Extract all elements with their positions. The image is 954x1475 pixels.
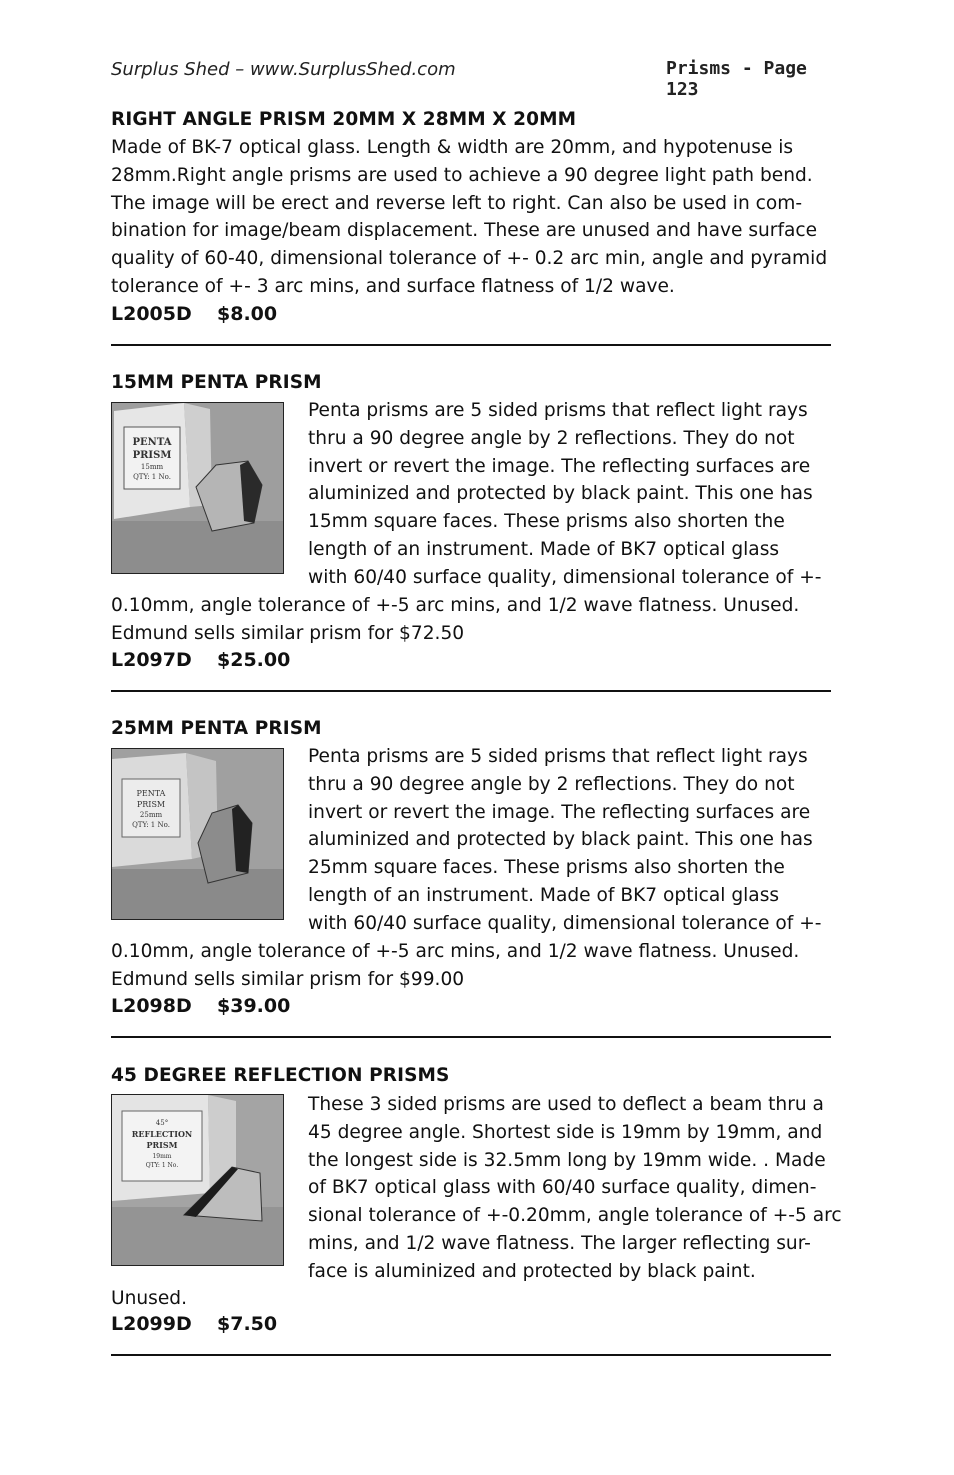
description-line: quality of 60-40, dimensional tolerance of +- 0.2 arc min, angle and pyramid — [111, 248, 828, 270]
section-divider — [111, 344, 831, 346]
box-label-text: QTY: 1 No. — [133, 473, 171, 481]
product-title: 45 DEGREE REFLECTION PRISMS — [111, 1065, 450, 1086]
section-divider — [111, 1354, 831, 1356]
description-line: with 60/40 surface quality, dimensional tolerance of +- — [308, 912, 822, 934]
box-label-text: PENTA — [132, 437, 172, 448]
description-line: Edmund sells similar prism for $99.00 — [111, 968, 465, 990]
product-code: L2099D — [111, 1313, 192, 1335]
description-line: Made of BK-7 optical glass. Length & width are 20mm, and hypotenuse is — [111, 137, 794, 158]
product-price: $39.00 — [217, 995, 291, 1017]
description-line: length of an instrument. Made of BK7 optical glass — [308, 538, 780, 560]
description-line: tolerance of +- 3 arc mins, and surface flatness of 1/2 wave. — [111, 275, 675, 297]
product-sku — [111, 1313, 277, 1335]
box-label-text: PRISM — [132, 450, 172, 461]
box-label-text: 19mm — [152, 1153, 172, 1160]
description-line: Penta prisms are 5 sided prisms that reflect light rays — [308, 746, 808, 767]
product-code: L2005D — [111, 303, 192, 325]
description-line: 15mm square faces. These prisms also shorten the — [308, 511, 785, 533]
page-header: Prisms - Page 123 — [666, 58, 807, 100]
section-divider — [111, 1036, 831, 1038]
product-price: $25.00 — [217, 649, 291, 671]
description-line: length of an instrument. Made of BK7 optical glass — [308, 884, 780, 906]
description-line: thru a 90 degree angle by 2 reflections. They do not — [308, 773, 795, 795]
description-line: aluminized and protected by black paint. This one has — [308, 829, 813, 851]
description-line: mins, and 1/2 wave flatness. The larger reflecting sur- — [308, 1232, 811, 1254]
product-title: 25MM PENTA PRISM — [111, 718, 322, 739]
product-sku — [111, 303, 277, 325]
description-line: face is aluminized and protected by black paint. — [308, 1260, 756, 1282]
description-line: bination for image/beam displacement. These are unused and have surface — [111, 220, 818, 242]
product-description — [111, 1285, 851, 1313]
product-description — [111, 938, 851, 994]
description-line: Penta prisms are 5 sided prisms that reflect light rays — [308, 400, 808, 421]
product-description — [111, 592, 851, 648]
product-photo — [111, 748, 284, 920]
box-label-text: PRISM — [136, 800, 166, 809]
box-label-text: REFLECTION — [131, 1129, 193, 1139]
description-line: thru a 90 degree angle by 2 reflections. They do not — [308, 427, 795, 449]
description-line: 45 degree angle. Shortest side is 19mm by 19mm, and — [308, 1121, 823, 1143]
product-title: RIGHT ANGLE PRISM 20MM X 28MM X 20MM — [111, 109, 577, 130]
site-header: Surplus Shed – www.SurplusShed.com — [111, 59, 456, 80]
description-line: 0.10mm, angle tolerance of +-5 arc mins, and 1/2 wave flatness. Unused. — [111, 941, 800, 962]
description-line: invert or revert the image. The reflecting surfaces are — [308, 801, 811, 823]
description-line: Unused. — [111, 1288, 188, 1309]
product-description — [308, 743, 848, 938]
product-description — [111, 134, 851, 301]
description-line: sional tolerance of +-0.20mm, angle tolerance of +-5 arc — [308, 1205, 842, 1227]
description-line: The image will be erect and reverse left to right. Can also be used in com- — [111, 192, 803, 214]
description-line: 0.10mm, angle tolerance of +-5 arc mins, and 1/2 wave flatness. Unused. — [111, 595, 800, 616]
description-line: the longest side is 32.5mm long by 19mm wide. . Made — [308, 1149, 826, 1171]
box-label-text: PENTA — [136, 789, 166, 798]
product-description — [308, 397, 848, 592]
description-line: Edmund sells similar prism for $72.50 — [111, 622, 465, 644]
product-sku — [111, 995, 290, 1017]
box-label-text: 25mm — [139, 811, 163, 819]
product-price: $8.00 — [217, 303, 278, 325]
product-description — [308, 1091, 848, 1286]
description-line: aluminized and protected by black paint. This one has — [308, 483, 813, 505]
section-divider — [111, 690, 831, 692]
product-title: 15MM PENTA PRISM — [111, 372, 322, 393]
box-label-text: QTY: 1 No. — [132, 821, 170, 829]
product-photo — [111, 1094, 284, 1266]
description-line: of BK7 optical glass with 60/40 surface quality, dimen- — [308, 1177, 817, 1199]
product-code: L2097D — [111, 649, 192, 671]
box-label-text: QTY: 1 No. — [145, 1162, 179, 1169]
product-photo — [111, 402, 284, 574]
product-price: $7.50 — [217, 1313, 278, 1335]
product-sku — [111, 649, 290, 671]
box-label-text: 45° — [155, 1119, 169, 1127]
description-line: invert or revert the image. The reflecting surfaces are — [308, 455, 811, 477]
description-line: 28mm.Right angle prisms are used to achieve a 90 degree light path bend. — [111, 164, 813, 186]
description-line: 25mm square faces. These prisms also shorten the — [308, 857, 785, 879]
box-label-text: 15mm — [140, 463, 164, 471]
description-line: with 60/40 surface quality, dimensional tolerance of +- — [308, 566, 822, 588]
box-label-text: PRISM — [146, 1140, 178, 1150]
description-line: These 3 sided prisms are used to deflect a beam thru a — [308, 1094, 824, 1115]
product-code: L2098D — [111, 995, 192, 1017]
